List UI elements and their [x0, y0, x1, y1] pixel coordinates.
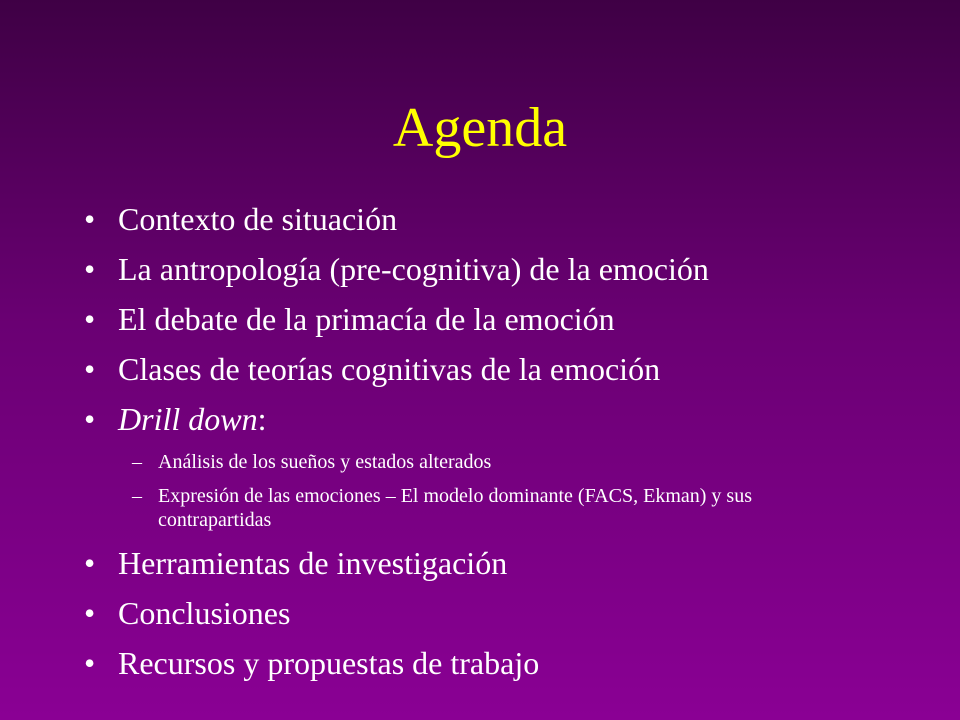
agenda-item — [84, 200, 924, 238]
agenda-item — [84, 250, 924, 288]
agenda-item — [84, 544, 924, 582]
agenda-sublist — [84, 450, 924, 532]
agenda-item-label: La antropología (pre-cognitiva) de la emoción — [118, 251, 709, 287]
agenda-subitem — [84, 484, 818, 532]
bullet-icon: • — [84, 545, 96, 581]
bullet-icon: • — [84, 301, 96, 337]
agenda-subitem-label: Análisis de los sueños y estados alterados — [158, 451, 492, 473]
bullet-icon: • — [84, 201, 96, 237]
bullet-icon: • — [84, 595, 96, 631]
dash-icon: – — [132, 451, 142, 473]
agenda-item-label: Herramientas de investigación — [118, 545, 508, 581]
agenda-subitem — [84, 450, 818, 474]
agenda-subitem-label: Expresión de las emociones – El modelo dominante (FACS, Ekman) y sus contrapartidas — [158, 485, 752, 531]
agenda-item — [84, 300, 924, 338]
agenda-item-suffix: : — [257, 401, 267, 437]
bullet-icon: • — [84, 645, 96, 681]
agenda-item-label: Contexto de situación — [118, 201, 398, 237]
agenda-item — [84, 594, 924, 632]
bullet-icon: • — [84, 251, 96, 287]
agenda-item-label: Conclusiones — [118, 595, 291, 631]
agenda-item-label: El debate de la primacía de la emoción — [118, 301, 615, 337]
agenda-item — [84, 350, 924, 388]
slide-title: Agenda — [392, 97, 568, 159]
agenda-item-label: Recursos y propuestas de trabajo — [118, 645, 540, 681]
bullet-icon: • — [84, 401, 96, 437]
agenda-item — [84, 400, 924, 438]
dash-icon: – — [132, 485, 142, 507]
bullet-icon: • — [84, 351, 96, 387]
agenda-item-label: Drill down — [118, 401, 258, 437]
agenda-list — [84, 200, 924, 694]
agenda-item-label: Clases de teorías cognitivas de la emoción — [118, 351, 661, 387]
agenda-item — [84, 644, 924, 682]
